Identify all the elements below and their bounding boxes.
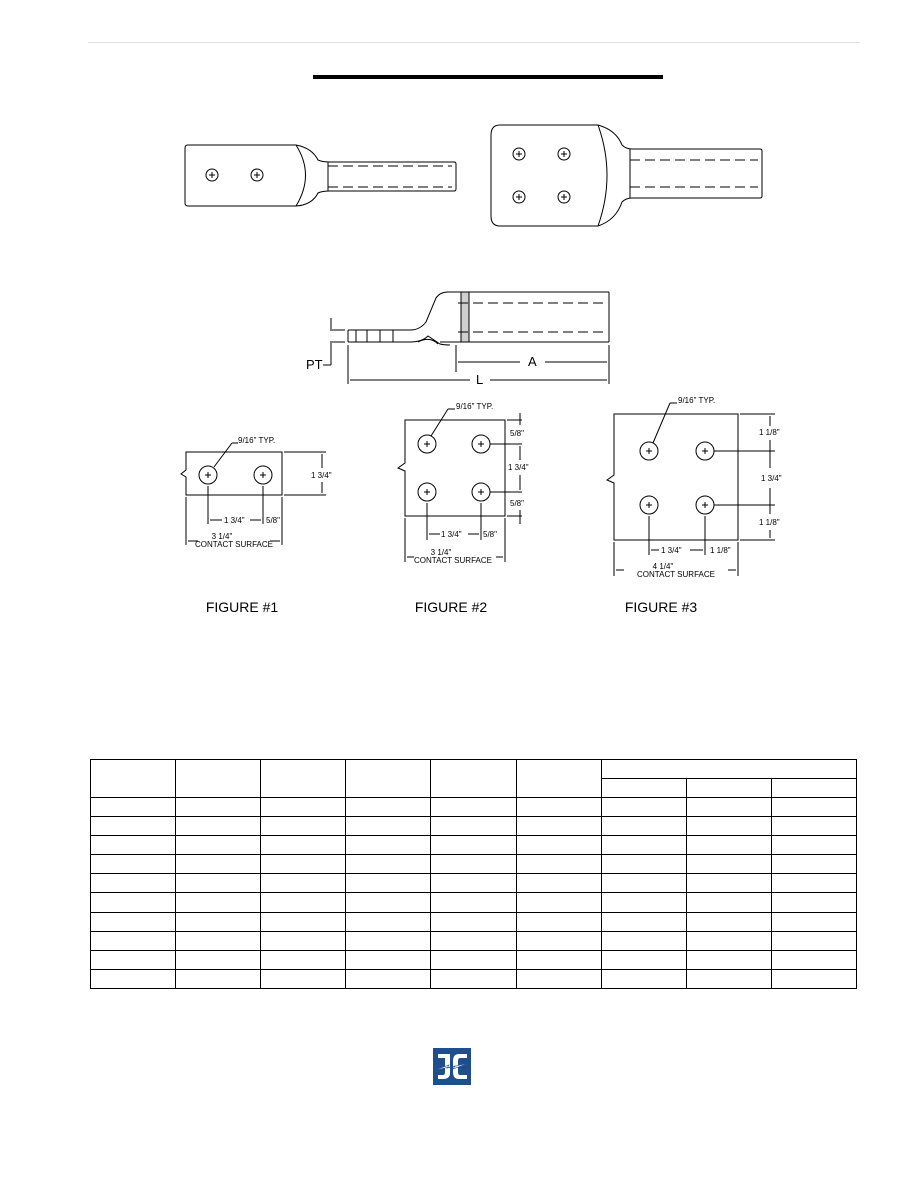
table-cell (771, 817, 856, 836)
table-cell (261, 874, 346, 893)
hole-icon (640, 442, 658, 460)
hole-icon (558, 148, 570, 160)
table-cell (431, 931, 516, 950)
table-cell (431, 912, 516, 931)
two-hole-lug-top-view (185, 145, 456, 206)
table-cell (346, 798, 431, 817)
table-cell (516, 817, 601, 836)
table-cell (431, 855, 516, 874)
table-cell (346, 931, 431, 950)
pt-label: PT (306, 357, 323, 372)
table-row (91, 931, 857, 950)
table-row (91, 836, 857, 855)
figure-3-drawing (607, 403, 775, 576)
table-cell (346, 950, 431, 969)
table-cell (91, 969, 176, 988)
table-cell (686, 817, 771, 836)
table-cell (91, 893, 176, 912)
table-cell (91, 931, 176, 950)
table-cell (601, 874, 686, 893)
hole-icon (472, 435, 490, 453)
table-cell (91, 817, 176, 836)
table-cell (771, 855, 856, 874)
l-label: L (476, 372, 484, 387)
table-cell (91, 836, 176, 855)
header-cell (516, 760, 601, 798)
figure-1-caption: FIGURE #1 (205, 599, 279, 615)
hole-icon (199, 466, 217, 484)
table-header-row (91, 760, 857, 779)
table-cell (686, 969, 771, 988)
figure-1-height-dim: 1 3/4" (311, 471, 332, 480)
figure-1-spacing-dim: 1 3/4" (224, 516, 245, 525)
table-cell (516, 931, 601, 950)
table-cell (686, 836, 771, 855)
hole-icon (206, 169, 218, 181)
table-cell (176, 874, 261, 893)
hole-icon (251, 169, 263, 181)
table-cell (771, 950, 856, 969)
table-cell (601, 836, 686, 855)
table-cell (601, 893, 686, 912)
table-cell (176, 912, 261, 931)
table-cell (431, 893, 516, 912)
header-cell (686, 779, 771, 798)
table-cell (516, 893, 601, 912)
table-row (91, 893, 857, 912)
hole-icon (254, 466, 272, 484)
table-cell (686, 893, 771, 912)
figure-1-surface-label: CONTACT SURFACE (195, 540, 273, 549)
table-cell (431, 950, 516, 969)
hole-icon (640, 496, 658, 514)
hole-icon (696, 496, 714, 514)
table-cell (176, 931, 261, 950)
table-cell (771, 912, 856, 931)
header-cell (261, 760, 346, 798)
table-cell (91, 912, 176, 931)
table-cell (176, 836, 261, 855)
table-cell (431, 836, 516, 855)
header-cell (346, 760, 431, 798)
table-cell (261, 931, 346, 950)
table-cell (346, 969, 431, 988)
table-cell (431, 969, 516, 988)
figure-2-hole-label: 9/16" TYP. (456, 402, 494, 411)
figure-1-edge-dim: 5/8" (266, 516, 280, 525)
knurled-band (461, 292, 469, 342)
table-cell (91, 874, 176, 893)
table-cell (686, 798, 771, 817)
table-row (91, 855, 857, 874)
table-cell (346, 874, 431, 893)
table-cell (771, 893, 856, 912)
table-row (91, 912, 857, 931)
table-cell (176, 969, 261, 988)
table-cell (516, 874, 601, 893)
table-cell (431, 798, 516, 817)
hole-icon (696, 442, 714, 460)
table-cell (601, 798, 686, 817)
table-cell (261, 950, 346, 969)
table-cell (686, 912, 771, 931)
table-cell (601, 855, 686, 874)
table-cell (516, 836, 601, 855)
table-cell (176, 855, 261, 874)
table-cell (601, 912, 686, 931)
figure-3-edge-dim: 1 1/8" (710, 546, 731, 555)
table-cell (346, 912, 431, 931)
figure-2-surface-dim: 3 1/4" (430, 548, 452, 557)
header-cell (431, 760, 516, 798)
figure-1-surface-dim: 3 1/4" (211, 532, 233, 541)
a-label: A (528, 354, 537, 369)
table-cell (601, 931, 686, 950)
figure-3-top-edge-dim: 1 1/8" (759, 428, 780, 437)
header-cell (771, 779, 856, 798)
table-cell (346, 893, 431, 912)
table-cell (176, 817, 261, 836)
figure-2-spacing-dim: 1 3/4" (441, 530, 462, 539)
table-cell (686, 855, 771, 874)
company-logo (433, 1048, 471, 1085)
figure-3-surface-dim: 4 1/4" (652, 562, 674, 571)
table-cell (346, 855, 431, 874)
hole-icon (558, 191, 570, 203)
lug-side-view (323, 292, 609, 384)
table-cell (91, 798, 176, 817)
table-cell (771, 931, 856, 950)
table-cell (346, 817, 431, 836)
table-cell (431, 817, 516, 836)
hole-icon (513, 191, 525, 203)
four-hole-lug-top-view (491, 125, 762, 226)
table-cell (516, 798, 601, 817)
table-cell (261, 817, 346, 836)
header-group-cell (601, 760, 856, 779)
table-row (91, 874, 857, 893)
table-cell (261, 836, 346, 855)
table-cell (771, 836, 856, 855)
figure-3-caption: FIGURE #3 (624, 599, 698, 615)
table-cell (261, 798, 346, 817)
table-cell (771, 969, 856, 988)
table-cell (261, 893, 346, 912)
table-cell (516, 969, 601, 988)
table-cell (261, 969, 346, 988)
table-cell (771, 798, 856, 817)
table-cell (601, 950, 686, 969)
hole-icon (513, 148, 525, 160)
table-cell (431, 874, 516, 893)
figure-2-surface-label: CONTACT SURFACE (414, 556, 492, 565)
table-cell (516, 912, 601, 931)
header-cell (601, 779, 686, 798)
table-row (91, 950, 857, 969)
table-cell (176, 798, 261, 817)
table-cell (176, 893, 261, 912)
header-cell (176, 760, 261, 798)
table-row (91, 969, 857, 988)
figure-2-edge-dim: 5/8" (483, 530, 497, 539)
table-cell (261, 912, 346, 931)
table-cell (601, 969, 686, 988)
table-cell (686, 874, 771, 893)
figure-2-bottom-edge-dim: 5/8" (510, 499, 524, 508)
table-cell (91, 855, 176, 874)
table-row (91, 798, 857, 817)
table-cell (516, 855, 601, 874)
figure-3-hole-label: 9/16" TYP. (678, 396, 716, 405)
hole-icon (418, 435, 436, 453)
table-cell (516, 950, 601, 969)
spec-table (90, 759, 857, 989)
figure-2-drawing (398, 409, 522, 562)
table-cell (176, 950, 261, 969)
table-cell (686, 931, 771, 950)
table-cell (91, 950, 176, 969)
figure-3-vertical-spacing-dim: 1 3/4" (761, 474, 782, 483)
figure-2-caption: FIGURE #2 (414, 599, 488, 615)
figure-2-vertical-spacing-dim: 1 3/4" (508, 463, 529, 472)
table-cell (601, 817, 686, 836)
header-cell (91, 760, 176, 798)
table-cell (346, 836, 431, 855)
table-row (91, 817, 857, 836)
table-cell (771, 874, 856, 893)
figure-2-top-edge-dim: 5/8" (510, 429, 524, 438)
figure-3-bottom-edge-dim: 1 1/8" (759, 518, 780, 527)
hole-icon (472, 483, 490, 501)
figure-1-hole-label: 9/16" TYP. (238, 436, 276, 445)
table-cell (686, 950, 771, 969)
figure-3-spacing-dim: 1 3/4" (661, 546, 682, 555)
table-cell (261, 855, 346, 874)
figure-1-drawing (181, 443, 326, 545)
figure-3-surface-label: CONTACT SURFACE (637, 570, 715, 579)
hole-icon (418, 483, 436, 501)
